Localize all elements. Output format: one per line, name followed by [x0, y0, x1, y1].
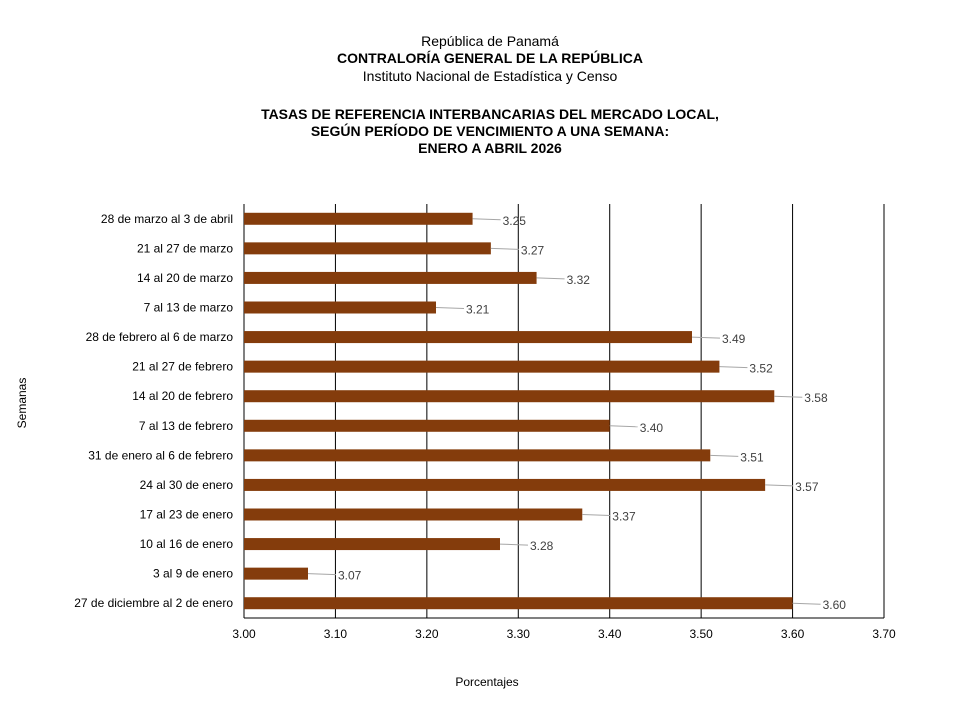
data-label: 3.07 [338, 568, 362, 583]
bar [244, 420, 610, 432]
category-label: 14 al 20 de febrero [132, 389, 233, 404]
data-label: 3.51 [740, 450, 764, 465]
label-leader-line [692, 337, 720, 338]
bar [244, 479, 765, 491]
data-label: 3.21 [466, 302, 490, 317]
bar [244, 538, 500, 550]
data-label: 3.37 [612, 509, 636, 524]
chart-title-line-3: ENERO A ABRIL 2026 [418, 140, 562, 156]
category-label: 31 de enero al 6 de febrero [88, 448, 233, 463]
data-label: 3.27 [520, 243, 545, 258]
category-label: 3 al 9 de enero [152, 566, 233, 581]
label-leader-line [765, 485, 793, 486]
chart-title-line-2: SEGÚN PERÍODO DE VENCIMIENTO A UNA SEMANA: [310, 123, 670, 139]
category-label: 21 al 27 de febrero [132, 359, 233, 374]
category-label: 7 al 13 de febrero [138, 418, 233, 433]
data-label: 3.40 [639, 420, 664, 435]
bar [244, 213, 473, 225]
label-leader-line [719, 367, 747, 368]
label-leader-line [308, 574, 336, 575]
bar [244, 390, 774, 402]
x-tick-label: 3.20 [415, 627, 439, 641]
category-label: 7 al 13 de marzo [143, 300, 233, 315]
bar [244, 302, 436, 314]
label-leader-line [500, 544, 528, 545]
bar [244, 597, 793, 609]
category-label: 21 al 27 de marzo [136, 241, 233, 256]
data-label: 3.32 [566, 272, 590, 287]
chart-category-labels [74, 212, 233, 610]
category-label: 10 al 16 de enero [139, 537, 233, 552]
category-label: 27 de diciembre al 2 de enero [74, 596, 233, 611]
x-tick-label: 3.10 [323, 627, 348, 641]
category-label: 24 al 30 de enero [139, 477, 233, 492]
label-leader-line [774, 396, 802, 397]
data-label: 3.28 [530, 539, 554, 554]
label-leader-line [436, 308, 464, 309]
x-tick-label: 3.70 [872, 627, 896, 641]
country-name: República de Panamá [421, 33, 559, 49]
label-leader-line [793, 603, 821, 604]
institute-name: Instituto Nacional de Estadística y Censo [362, 68, 618, 84]
data-label: 3.25 [502, 213, 526, 228]
label-leader-line [582, 515, 610, 516]
data-label: 3.52 [749, 361, 773, 376]
x-tick-label: 3.30 [506, 627, 530, 641]
chart-axes [244, 204, 884, 618]
label-leader-line [537, 278, 565, 279]
x-tick-label: 3.50 [689, 627, 713, 641]
bar [244, 242, 491, 254]
category-label: 17 al 23 de enero [139, 507, 233, 522]
x-tick-label: 3.40 [598, 627, 622, 641]
data-label: 3.58 [804, 391, 828, 406]
chart-x-tick-labels [232, 627, 896, 641]
y-axis-label: Semanas [15, 377, 29, 429]
label-leader-line [473, 219, 501, 220]
bar [244, 509, 582, 521]
bar [244, 449, 710, 461]
label-leader-line [491, 248, 519, 249]
label-leader-line [710, 455, 738, 456]
category-label: 14 al 20 de marzo [136, 270, 233, 285]
x-tick-label: 3.60 [780, 627, 805, 641]
data-label: 3.60 [822, 598, 846, 613]
label-leader-line [610, 426, 638, 427]
category-label: 28 de marzo al 3 de abril [100, 211, 233, 226]
data-label: 3.57 [795, 479, 819, 494]
agency-name: CONTRALORÍA GENERAL DE LA REPÚBLICA [337, 50, 643, 66]
bar [244, 331, 692, 343]
chart-gridlines [335, 204, 792, 618]
bar [244, 272, 537, 284]
x-tick-label: 3.00 [232, 627, 256, 641]
category-label: 28 de febrero al 6 de marzo [85, 330, 233, 345]
bar [244, 568, 308, 580]
x-axis-label: Porcentajes [455, 675, 519, 689]
data-label: 3.49 [722, 332, 746, 347]
bar [244, 361, 719, 373]
chart-title-line-1: TASAS DE REFERENCIA INTERBANCARIAS DEL MERCADO LOCAL, [261, 106, 719, 122]
